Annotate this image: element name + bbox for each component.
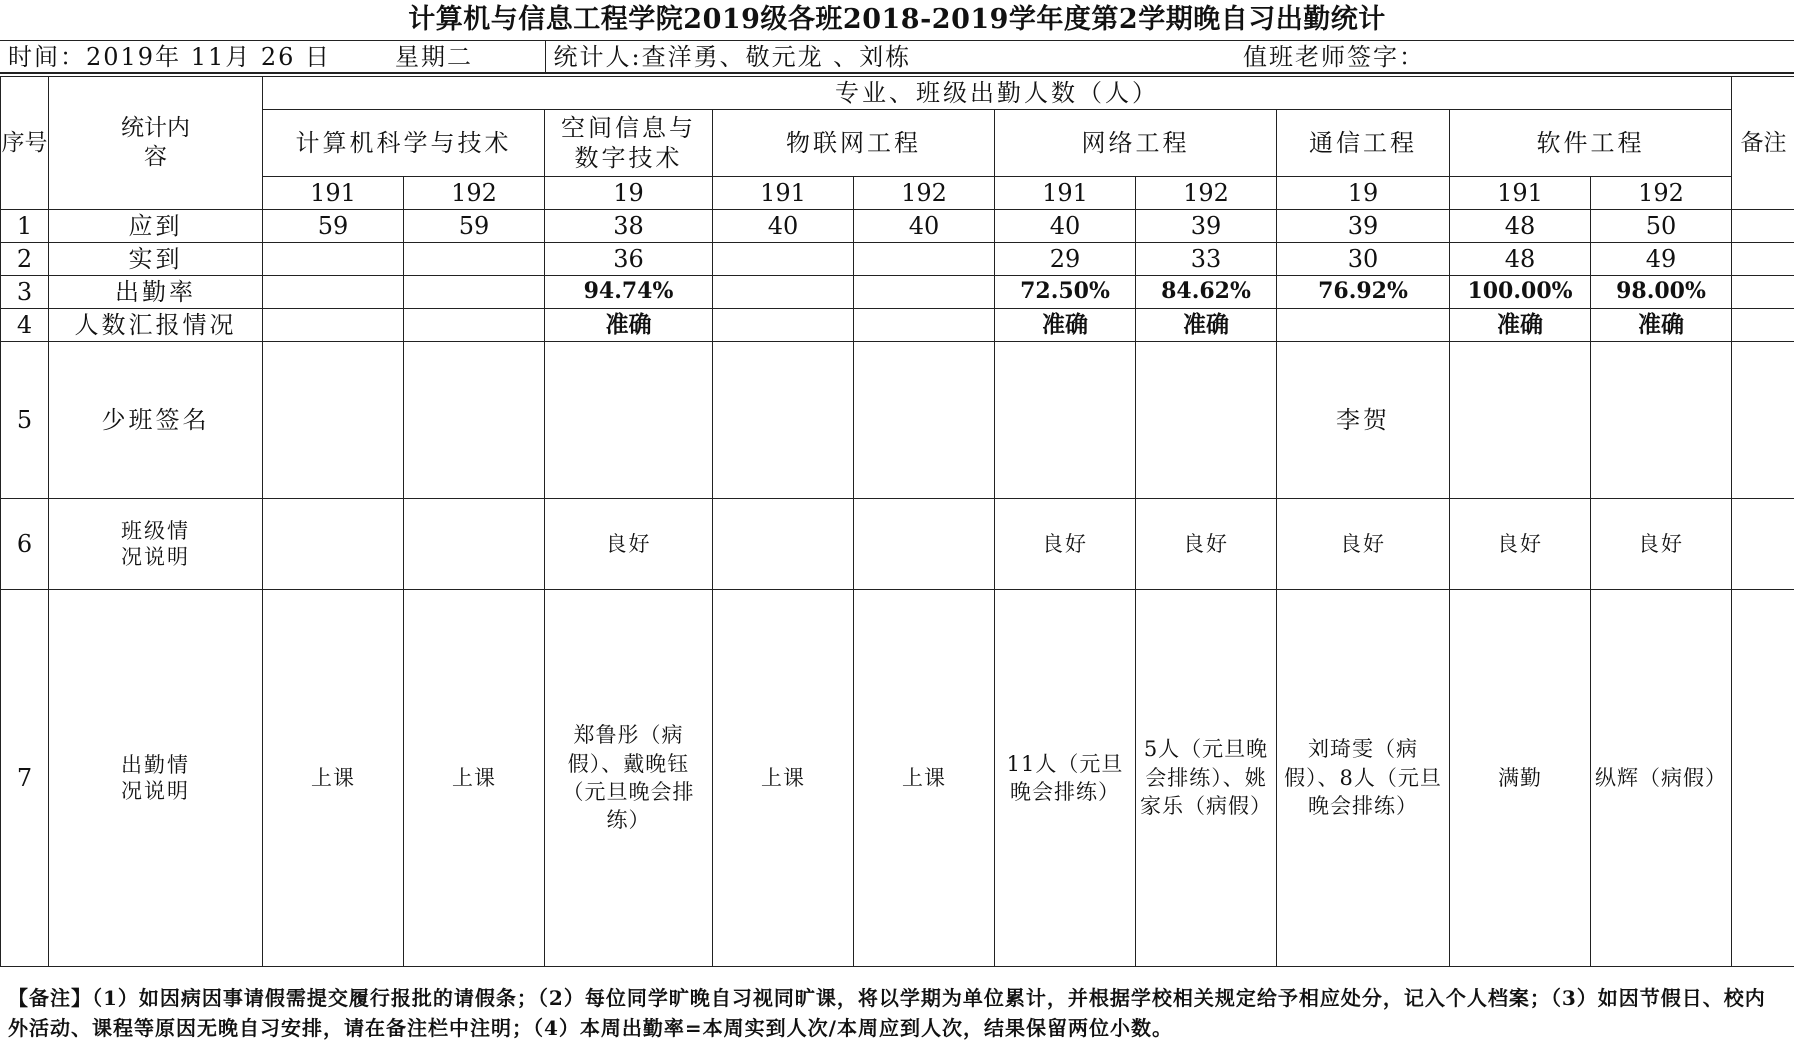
- header-content: [49, 77, 263, 210]
- info-row: [0, 40, 1794, 74]
- table-cell[interactable]: 良好: [545, 499, 713, 590]
- table-cell[interactable]: [854, 276, 995, 309]
- stat-person-text: 统计人:查洋勇、敬元龙 、刘栋: [545, 41, 1235, 74]
- title-bar: [0, 0, 1794, 40]
- major-spatial: 空间信息与数字技术: [545, 110, 713, 177]
- row-seq: 6: [1, 499, 49, 590]
- class-header: 191: [995, 177, 1136, 210]
- row-label: 人数汇报情况: [49, 309, 263, 342]
- table-cell[interactable]: 30: [1277, 243, 1450, 276]
- table-cell[interactable]: 准确: [545, 309, 713, 342]
- signature-cell[interactable]: [1136, 342, 1277, 499]
- table-cell[interactable]: 59: [404, 210, 545, 243]
- table-row: [1, 309, 1794, 342]
- table-cell[interactable]: 良好: [1136, 499, 1277, 590]
- signature-cell[interactable]: [713, 342, 854, 499]
- attendance-table: [0, 76, 1794, 967]
- table-cell[interactable]: 准确: [1591, 309, 1732, 342]
- table-cell[interactable]: 39: [1277, 210, 1450, 243]
- header-seq: 序号: [1, 77, 49, 210]
- class-header: 191: [713, 177, 854, 210]
- header-row-group: [1, 77, 1794, 110]
- table-cell[interactable]: 5人（元旦晚会排练）、姚家乐（病假）: [1136, 590, 1277, 967]
- table-cell[interactable]: 准确: [1136, 309, 1277, 342]
- table-row: [1, 342, 1794, 499]
- table-cell[interactable]: [404, 309, 545, 342]
- row-label: 出勤率: [49, 276, 263, 309]
- table-cell[interactable]: [263, 309, 404, 342]
- table-cell[interactable]: [854, 499, 995, 590]
- table-cell[interactable]: 40: [995, 210, 1136, 243]
- table-row: [1, 499, 1794, 590]
- table-cell[interactable]: [854, 309, 995, 342]
- table-cell[interactable]: 满勤: [1450, 590, 1591, 967]
- table-cell[interactable]: 94.74%: [545, 276, 713, 309]
- table-cell[interactable]: 良好: [995, 499, 1136, 590]
- table-cell[interactable]: 40: [854, 210, 995, 243]
- table-cell[interactable]: 48: [1450, 243, 1591, 276]
- signature-cell[interactable]: [995, 342, 1136, 499]
- table-cell[interactable]: [404, 243, 545, 276]
- header-row-majors: [1, 110, 1794, 177]
- table-cell[interactable]: [713, 309, 854, 342]
- row-seq: 7: [1, 590, 49, 967]
- table-cell[interactable]: 上课: [854, 590, 995, 967]
- table-row: [1, 210, 1794, 243]
- table-cell[interactable]: [404, 499, 545, 590]
- row-label-text: 班级情况说明: [121, 518, 190, 569]
- signature-cell[interactable]: [854, 342, 995, 499]
- table-cell[interactable]: 纵辉（病假）: [1591, 590, 1732, 967]
- table-cell[interactable]: 38: [545, 210, 713, 243]
- table-cell[interactable]: 郑鲁彤（病假）、戴晚钰（元旦晚会排练）: [545, 590, 713, 967]
- row-label: [49, 590, 263, 967]
- signature-cell[interactable]: [545, 342, 713, 499]
- table-cell[interactable]: 84.62%: [1136, 276, 1277, 309]
- table-cell[interactable]: 11人（元旦晚会排练）: [995, 590, 1136, 967]
- class-header: 19: [545, 177, 713, 210]
- table-cell[interactable]: 刘琦雯（病假）、8人（元旦晚会排练）: [1277, 590, 1450, 967]
- row-label: 应到: [49, 210, 263, 243]
- table-cell[interactable]: 76.92%: [1277, 276, 1450, 309]
- signature-cell[interactable]: 李贺: [1277, 342, 1450, 499]
- table-cell[interactable]: 40: [713, 210, 854, 243]
- page-title: 计算机与信息工程学院2019级各班2018-2019学年度第2学期晚自习出勤统计: [408, 4, 1386, 36]
- class-header: 192: [404, 177, 545, 210]
- row-label: [49, 499, 263, 590]
- table-cell[interactable]: 59: [263, 210, 404, 243]
- row-seq: 3: [1, 276, 49, 309]
- major-cs: 计算机科学与技术: [263, 110, 545, 177]
- row-label: 实到: [49, 243, 263, 276]
- table-row: [1, 243, 1794, 276]
- class-header: 19: [1277, 177, 1450, 210]
- table-cell[interactable]: [1277, 309, 1450, 342]
- teacher-sign-field[interactable]: 值班老师签字：: [1243, 42, 1425, 71]
- weekday-text: 星期二: [395, 42, 473, 71]
- table-cell[interactable]: 准确: [1450, 309, 1591, 342]
- table-cell[interactable]: 50: [1591, 210, 1732, 243]
- table-cell[interactable]: [263, 276, 404, 309]
- signature-cell[interactable]: [1591, 342, 1732, 499]
- major-iot: 物联网工程: [713, 110, 995, 177]
- table-cell[interactable]: 良好: [1277, 499, 1450, 590]
- table-cell[interactable]: [854, 243, 995, 276]
- table-cell[interactable]: 良好: [1450, 499, 1591, 590]
- table-cell[interactable]: [404, 276, 545, 309]
- remark-cell[interactable]: [1732, 499, 1794, 590]
- remark-cell[interactable]: [1732, 243, 1794, 276]
- table-cell[interactable]: 上课: [713, 590, 854, 967]
- table-cell[interactable]: 48: [1450, 210, 1591, 243]
- date-text: 时间：2019年 11月 26 日: [8, 42, 332, 71]
- table-cell[interactable]: [713, 276, 854, 309]
- table-cell[interactable]: 29: [995, 243, 1136, 276]
- remark-cell[interactable]: [1732, 309, 1794, 342]
- table-cell[interactable]: 98.00%: [1591, 276, 1732, 309]
- row-seq: 1: [1, 210, 49, 243]
- header-remark: 备注: [1732, 77, 1794, 210]
- table-cell[interactable]: 100.00%: [1450, 276, 1591, 309]
- header-group: 专业、班级出勤人数（人）: [263, 77, 1732, 110]
- signature-cell[interactable]: [263, 342, 404, 499]
- table-cell[interactable]: [263, 499, 404, 590]
- major-software: 软件工程: [1450, 110, 1732, 177]
- table-cell[interactable]: 49: [1591, 243, 1732, 276]
- table-cell[interactable]: 72.50%: [995, 276, 1136, 309]
- table-cell[interactable]: 33: [1136, 243, 1277, 276]
- class-header: 192: [1591, 177, 1732, 210]
- header-content-label: 统计内容: [121, 115, 190, 170]
- table-cell[interactable]: [263, 243, 404, 276]
- row-label-text: 出勤情况说明: [121, 752, 190, 803]
- class-header: 191: [1450, 177, 1591, 210]
- remark-cell[interactable]: [1732, 210, 1794, 243]
- major-comm: 通信工程: [1277, 110, 1450, 177]
- remark-cell[interactable]: [1732, 276, 1794, 309]
- class-header: 192: [1136, 177, 1277, 210]
- class-header: 192: [854, 177, 995, 210]
- table-cell[interactable]: [713, 499, 854, 590]
- header-row-classes: [1, 177, 1794, 210]
- row-seq: 4: [1, 309, 49, 342]
- row-seq: 5: [1, 342, 49, 499]
- signature-cell[interactable]: [404, 342, 545, 499]
- table-row: [1, 590, 1794, 967]
- remark-cell[interactable]: [1732, 590, 1794, 967]
- table-row: [1, 276, 1794, 309]
- row-seq: 2: [1, 243, 49, 276]
- table-cell[interactable]: 36: [545, 243, 713, 276]
- table-cell[interactable]: [713, 243, 854, 276]
- table-cell[interactable]: 上课: [263, 590, 404, 967]
- table-cell[interactable]: 良好: [1591, 499, 1732, 590]
- remark-cell[interactable]: [1732, 342, 1794, 499]
- table-cell[interactable]: 准确: [995, 309, 1136, 342]
- table-cell[interactable]: 39: [1136, 210, 1277, 243]
- footer-remark: 【备注】（1）如因病因事请假需提交履行报批的请假条；（2）每位同学旷晚自习视同旷课，将以学期为单位累计，并根据学校相关规定给予相应处分，记入个人档案；（3）如因节假日、校内外活动、课程等原因无晚自习安排，请在备注栏中注明；（4）本周出勤率=本周实到人次/本周应到人次，结果保留两位小数。: [8, 986, 1766, 1040]
- class-header: 191: [263, 177, 404, 210]
- major-network: 网络工程: [995, 110, 1277, 177]
- signature-cell[interactable]: [1450, 342, 1591, 499]
- table-cell[interactable]: 上课: [404, 590, 545, 967]
- row-label: 少班签名: [49, 342, 263, 499]
